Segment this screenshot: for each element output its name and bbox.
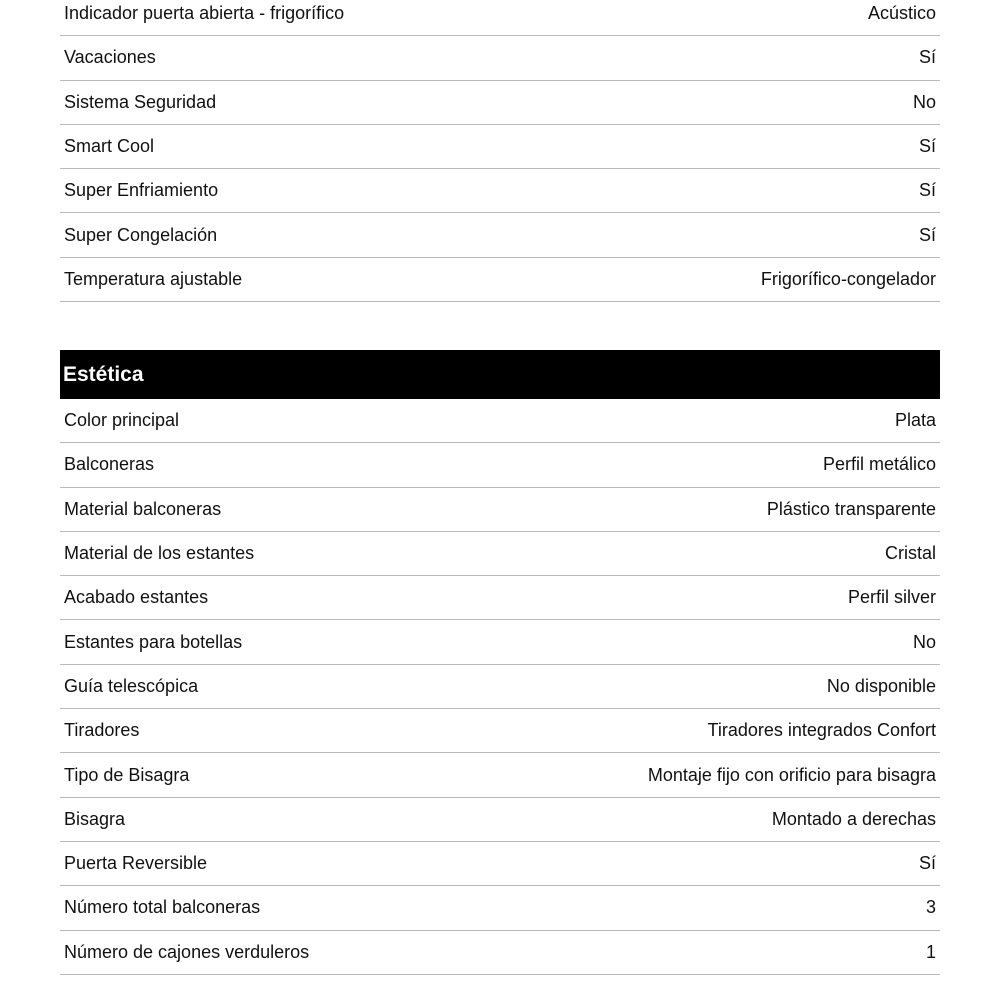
spec-value: No	[912, 631, 936, 652]
section-header: Estética	[60, 350, 940, 399]
spec-label: Temperatura ajustable	[64, 268, 243, 289]
spec-row	[60, 258, 940, 302]
spec-row	[60, 886, 940, 930]
spec-value: 1	[925, 941, 936, 962]
spec-label: Acabado estantes	[64, 587, 209, 608]
spec-value: Sí	[918, 224, 936, 245]
spec-table-aesthetics	[60, 350, 940, 975]
spec-row	[60, 665, 940, 709]
spec-row	[60, 125, 940, 169]
spec-label: Material de los estantes	[64, 543, 255, 564]
spec-label: Super Congelación	[64, 224, 218, 245]
spec-value: Perfil silver	[847, 587, 936, 608]
spec-row	[60, 213, 940, 257]
spec-value: Acústico	[867, 3, 936, 24]
spec-value: Perfil metálico	[822, 454, 936, 475]
spec-row	[60, 620, 940, 664]
spec-label: Bisagra	[64, 808, 126, 829]
spec-row	[60, 488, 940, 532]
spec-label: Tipo de Bisagra	[64, 764, 190, 785]
spec-row	[60, 709, 940, 753]
spec-label: Número de cajones verduleros	[64, 941, 310, 962]
spec-value: Tiradores integrados Confort	[707, 720, 936, 741]
spec-label: Material balconeras	[64, 498, 222, 519]
spec-label: Balconeras	[64, 454, 155, 475]
spec-label: Puerta Reversible	[64, 853, 208, 874]
spec-value: Sí	[918, 853, 936, 874]
spec-value: Plata	[894, 410, 936, 431]
spec-value: Sí	[918, 180, 936, 201]
spec-row	[60, 842, 940, 886]
spec-value: Cristal	[884, 543, 936, 564]
spec-row	[60, 0, 940, 36]
spec-row	[60, 36, 940, 80]
spec-label: Guía telescópica	[64, 675, 199, 696]
spec-label: Indicador puerta abierta - frigorífico	[64, 3, 345, 24]
spec-label: Sistema Seguridad	[64, 91, 217, 112]
spec-row	[60, 576, 940, 620]
spec-label: Vacaciones	[64, 47, 156, 68]
spec-label: Número total balconeras	[64, 897, 261, 918]
spec-label: Super Enfriamiento	[64, 180, 219, 201]
spec-table-functions	[60, 0, 940, 302]
spec-value: Sí	[918, 136, 936, 157]
spec-row	[60, 399, 940, 443]
spec-value: No	[912, 91, 936, 112]
spec-row	[60, 798, 940, 842]
spec-value: Frigorífico-congelador	[760, 268, 936, 289]
spec-value: Plástico transparente	[766, 498, 936, 519]
spec-row	[60, 532, 940, 576]
spec-row	[60, 81, 940, 125]
spec-label: Color principal	[64, 410, 180, 431]
spec-label: Smart Cool	[64, 136, 155, 157]
spec-label: Estantes para botellas	[64, 631, 243, 652]
spec-row	[60, 753, 940, 797]
spec-value: Sí	[918, 47, 936, 68]
spec-row	[60, 931, 940, 975]
spec-row	[60, 169, 940, 213]
spec-row	[60, 443, 940, 487]
spec-value: No disponible	[826, 675, 936, 696]
spec-value: 3	[925, 897, 936, 918]
spec-label: Tiradores	[64, 720, 140, 741]
spec-value: Montaje fijo con orificio para bisagra	[647, 764, 936, 785]
spec-value: Montado a derechas	[771, 808, 936, 829]
